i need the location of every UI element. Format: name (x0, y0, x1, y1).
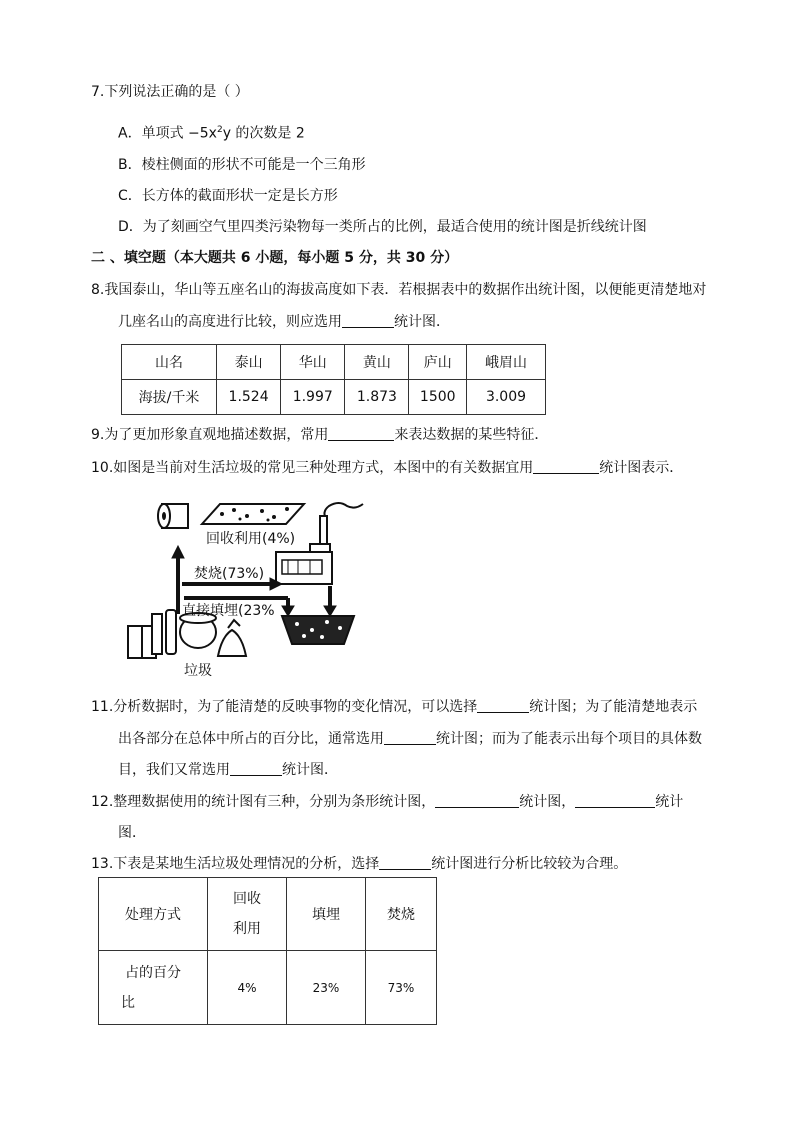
waste-table-row (99, 951, 437, 1025)
waste-header-cell (208, 878, 287, 951)
waste-row-label-line1: 占的百分 (125, 964, 181, 981)
mountain-header-cell: 庐山 (409, 345, 467, 380)
q7-a-prefix: A．单项式 −5x (118, 125, 217, 142)
mountain-cell: 1.524 (217, 380, 281, 415)
q11-text-f: 统计图． (282, 762, 338, 778)
mountain-cell: 海拔/千米 (122, 380, 217, 415)
mountain-table-row (122, 380, 546, 415)
waste-table-header (99, 878, 437, 951)
waste-header-cell: 处理方式 (99, 878, 208, 951)
q9 (91, 425, 548, 445)
mountain-table-header (122, 345, 546, 380)
garbage-processing-figure (122, 496, 372, 682)
q13 (91, 854, 627, 874)
q7-a-exponent: 2 (216, 125, 223, 135)
paper-roll-icon (158, 504, 188, 528)
q12-text-c: 统计 (655, 794, 684, 810)
q11-text-d: 统计图；而为了能表示出每个项目的具体数 (436, 731, 702, 747)
q9-text-a: 9.为了更加形象直观地描述数据，常用 (91, 427, 329, 443)
q8-line2 (118, 312, 450, 332)
q11-line2 (118, 729, 702, 749)
q7-option-c: C．长方体的截面形状一定是长方形 (118, 188, 338, 204)
q7-a-suffix: y 的次数是 2 (222, 125, 305, 142)
q13-answer-blank[interactable] (379, 855, 431, 870)
figure-label-garbage: 垃圾 (184, 663, 212, 679)
q11-answer-blank-3[interactable] (230, 761, 282, 776)
q12-line2: 图． (118, 825, 146, 841)
mountain-header-cell: 峨眉山 (467, 345, 546, 380)
q12-text-a: 12.整理数据使用的统计图有三种，分别为条形统计图， (91, 794, 436, 810)
q7-option-a (118, 120, 305, 144)
q9-answer-blank[interactable] (328, 426, 394, 441)
q11-answer-blank-1[interactable] (477, 698, 529, 713)
waste-cell: 73% (366, 951, 437, 1025)
q7-stem: 7.下列说法正确的是（ ） (91, 84, 249, 100)
q13-text-b: 统计图进行分析比较较为合理。 (431, 856, 628, 872)
waste-row-label-line2: 比 (121, 994, 135, 1011)
mountain-table (121, 344, 546, 415)
mountain-header-cell: 泰山 (217, 345, 281, 380)
figure-label-burn: 焚烧(73%) (194, 566, 265, 582)
waste-header-recycle-line2: 利用 (233, 921, 261, 937)
q8-text-a: 几座名山的高度进行比较，则应选用 (118, 314, 342, 330)
q10-answer-blank[interactable] (533, 459, 599, 474)
ash-pile-icon (282, 616, 354, 644)
waste-header-recycle-line1: 回收 (233, 891, 261, 907)
section-heading: 二 、填空题（本大题共 6 小题，每小题 5 分，共 30 分） (91, 250, 459, 266)
figure-label-landfill: 直接填埋(23% (182, 603, 275, 619)
mountain-cell: 1.997 (281, 380, 345, 415)
q13-text-a: 13.下表是某地生活垃圾处理情况的分析，选择 (91, 856, 380, 872)
q10 (91, 458, 683, 478)
mountain-cell: 1500 (409, 380, 467, 415)
recycled-material-icon (202, 504, 304, 524)
mountain-header-cell: 黄山 (345, 345, 409, 380)
mountain-cell: 3.009 (467, 380, 546, 415)
mountain-header-cell: 华山 (281, 345, 345, 380)
q12-answer-blank-1[interactable] (435, 793, 519, 808)
q11-text-e: 目，我们又常选用 (118, 762, 230, 778)
q11-line3 (118, 760, 338, 780)
waste-cell: 23% (287, 951, 366, 1025)
waste-processing-table (98, 877, 437, 1025)
waste-header-cell: 填埋 (287, 878, 366, 951)
q11-text-c: 出各部分在总体中所占的百分比，通常选用 (118, 731, 384, 747)
q9-text-b: 来表达数据的某些特征． (394, 427, 549, 443)
q8-text-b: 统计图． (394, 314, 450, 330)
waste-cell: 4% (208, 951, 287, 1025)
q7-option-b: B．棱柱侧面的形状不可能是一个三角形 (118, 157, 366, 173)
waste-header-cell: 焚烧 (366, 878, 437, 951)
q11-text-a: 11.分析数据时，为了能清楚的反映事物的变化情况，可以选择 (91, 699, 478, 715)
mountain-cell: 1.873 (345, 380, 409, 415)
q8-answer-blank[interactable] (342, 313, 394, 328)
q11-line1 (91, 697, 697, 717)
waste-row-label (99, 951, 208, 1025)
q12-text-b: 统计图， (519, 794, 576, 810)
q10-text-b: 统计图表示． (599, 460, 684, 476)
q12-line1 (91, 792, 683, 812)
q8-line1: 8.我国泰山，华山等五座名山的海拔高度如下表．若根据表中的数据作出统计图，以便能更清楚地对 (91, 282, 707, 298)
q11-text-b: 统计图；为了能清楚地表示 (529, 699, 698, 715)
q10-text-a: 10.如图是当前对生活垃圾的常见三种处理方式，本图中的有关数据宜用 (91, 460, 534, 476)
q7-option-d: D．为了刻画空气里四类污染物每一类所占的比例，最适合使用的统计图是折线统计图 (118, 219, 647, 235)
mountain-header-cell: 山名 (122, 345, 217, 380)
garbage-diagram-illustration (122, 496, 372, 682)
q12-answer-blank-2[interactable] (575, 793, 655, 808)
figure-label-recycle: 回收利用(4%) (206, 531, 296, 547)
q11-answer-blank-2[interactable] (384, 730, 436, 745)
